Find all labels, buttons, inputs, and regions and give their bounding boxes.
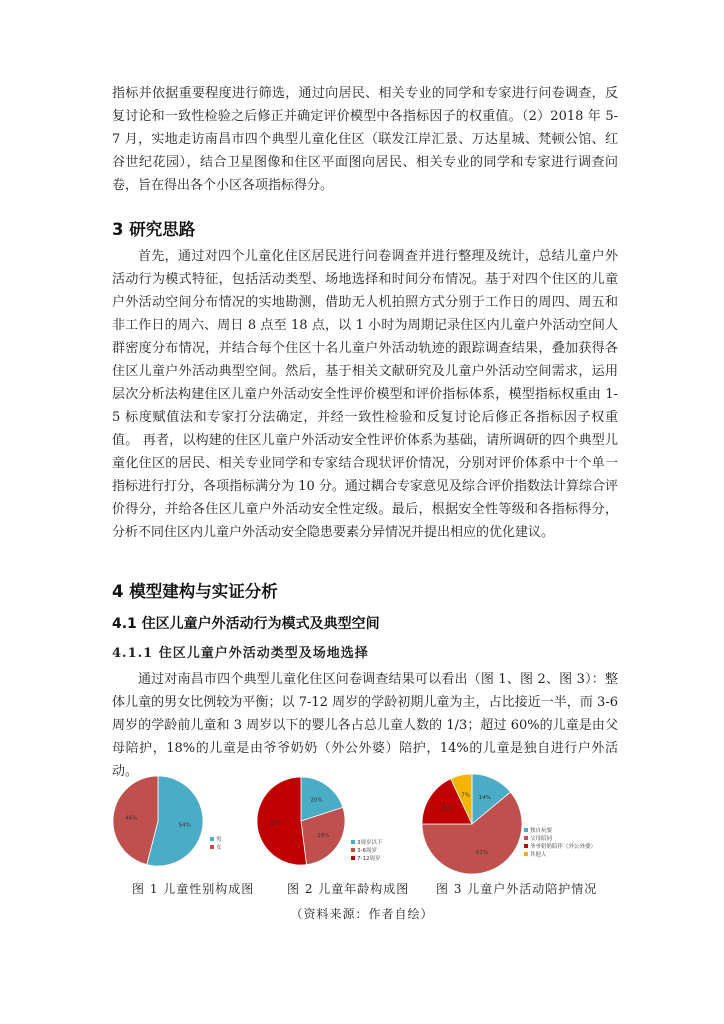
- pie-data-label-1: 46%: [125, 815, 138, 822]
- figure-3-companion-pie: [420, 772, 600, 876]
- pie-data-label-0: 14%: [478, 794, 491, 801]
- age-pie-chart: [256, 772, 386, 876]
- paragraph-survey-results: 通过对南昌市四个典型儿童化住区问卷调查结果可以看出（图 1、图 2、图 3）：整体儿童的男女比例较为平衡；以 7-12 周岁的学龄初期儿童为主，占比接近一半，而 3-6 周岁的学龄前儿童和 3 周岁以下的婴儿各占总儿童人数的 1/3；超过 60%的儿童是由父母陪护，18%的儿童是由爷爷奶奶（外公外婆）陪护，14%的儿童是独自进行户外活动。: [112, 672, 618, 779]
- legend-label-0: 男: [216, 837, 222, 843]
- legend-swatch-2: [524, 844, 528, 848]
- companion-pie-chart: [420, 772, 600, 876]
- section-heading-model: 4 模型建构与实证分析: [112, 582, 278, 601]
- legend-swatch-2: [351, 856, 355, 860]
- legend-label-0: 独自玩耍: [530, 828, 553, 834]
- gender-pie-chart: [112, 772, 238, 876]
- section-heading-research: 3 研究思路: [112, 220, 196, 239]
- legend-swatch-3: [524, 852, 528, 856]
- legend-label-1: 3-6周岁: [357, 848, 377, 854]
- legend-label-1: 女: [216, 845, 222, 851]
- legend-label-1: 父母陪同: [530, 836, 553, 842]
- figure-source-note: （资料来源：作者自绘）: [290, 907, 434, 921]
- legend-label-0: 3周岁以下: [357, 840, 383, 846]
- legend-swatch-1: [210, 845, 214, 849]
- pie-data-label-2: 52%: [268, 820, 281, 827]
- pie-data-label-1: 61%: [476, 850, 489, 857]
- legend-label-3: 其他人: [530, 852, 547, 858]
- figure-1-caption: 图 1 儿童性别构成图: [132, 882, 255, 896]
- figure-2-age-pie: [256, 772, 386, 876]
- legend-label-2: 爷爷奶奶陪伴（外公外婆）: [530, 844, 597, 850]
- subsection-heading-4-1-1: 4.1.1 住区儿童户外活动类型及场地选择: [112, 646, 369, 661]
- legend-swatch-1: [524, 836, 528, 840]
- pie-data-label-2: 18%: [440, 805, 453, 812]
- pie-data-label-0: 20%: [310, 797, 323, 804]
- pie-data-label-0: 54%: [178, 822, 191, 829]
- pie-data-label-1: 28%: [317, 833, 330, 840]
- legend-swatch-0: [210, 837, 214, 841]
- pie-slice-2: [257, 777, 307, 865]
- figure-1-gender-pie: [112, 772, 238, 876]
- paragraph-research-approach: 首先，通过对四个儿童化住区居民进行问卷调查并进行整理及统计，总结儿童户外活动行为模式特征，包括活动类型、场地选择和时间分布情况。基于对四个住区的儿童户外活动空间分布情况的实地勘测，借助无人机拍照方式分别于工作日的周四、周五和非工作日的周六、周日 8 点至 18 点，以 1 小时为周期记录住区内儿童户外活动空间人群密度分布情况，并结合每个住区十名儿童户外活动轨迹的跟踪调查结果，叠加获得各住区儿童户外活动典型空间。然后，基于相关文献研究及儿童户外活动空间需求，运用层次分析法构建住区儿童户外活动安全性评价模型和评价指标体系，模型指标权重由 1-5 标度赋值法和专家打分法确定，并经一致性检验和反复讨论后修正各指标因子权重值。 再者，以构建的住区儿童户外活动安全性评价体系为基础，请所调研的四个典型儿童化住区的居民、相关专业同学和专家结合现状评价情况，分别对评价体系中十个单一指标进行打分，各项指标满分为 10 分。通过耦合专家意见及综合评价指数法计算综合评价得分，并给各住区儿童户外活动安全性定级。最后，根据安全性等级和各指标得分，分析不同住区内儿童户外活动安全隐患要素分异情况并提出相应的优化建议。: [112, 249, 618, 540]
- subsection-heading-4-1: 4.1 住区儿童户外活动行为模式及典型空间: [112, 616, 380, 632]
- legend-label-2: 7-12周岁: [357, 856, 381, 862]
- pie-data-label-3: 7%: [461, 792, 470, 799]
- paragraph-method-continued: 指标并依据重要程度进行筛选，通过向居民、相关专业的同学和专家进行问卷调查，反复讨论和一致性检验之后修正并确定评价模型中各指标因子的权重值。（2）2018 年 5-7 月，实地走访南昌市四个典型儿童化住区（联发江岸汇景、万达星城、梵顿公馆、红谷世纪花园），结合卫星图像和住区平面图向居民、相关专业的同学和专家进行调查问卷，旨在得出各个小区各项指标得分。: [112, 86, 618, 193]
- figure-3-caption: 图 3 儿童户外活动陪护情况: [436, 882, 598, 896]
- legend-swatch-0: [351, 840, 355, 844]
- legend-swatch-0: [524, 828, 528, 832]
- legend-swatch-1: [351, 848, 355, 852]
- figure-2-caption: 图 2 儿童年龄构成图: [287, 882, 410, 896]
